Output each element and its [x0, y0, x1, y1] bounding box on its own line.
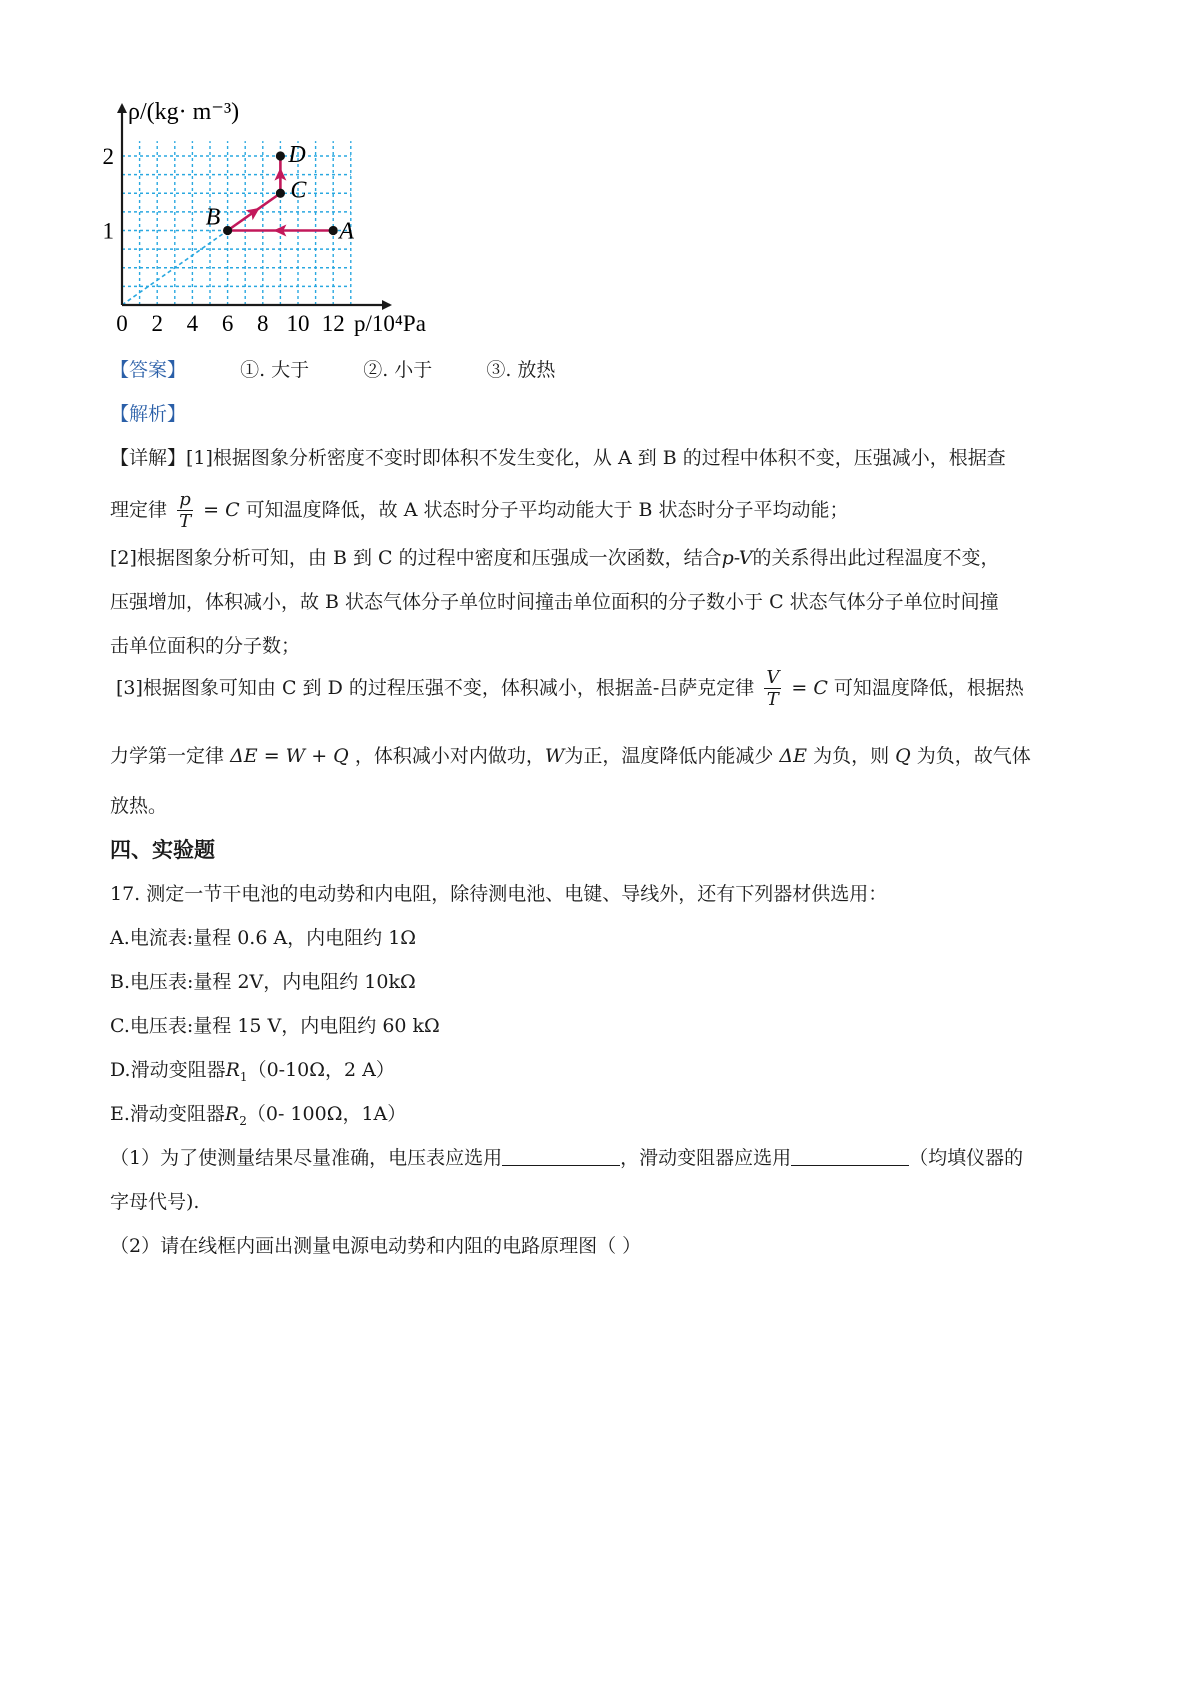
answer-item-3: ③. 放热 — [486, 359, 556, 381]
answer-line — [110, 356, 555, 384]
detail-line-6 — [116, 666, 1024, 711]
text: D.滑动变阻器 — [110, 1059, 226, 1081]
state-label-A: A — [339, 218, 354, 245]
y-tick-label: 1 — [102, 218, 114, 244]
x-tick-label: 10 — [286, 311, 310, 336]
subscript: 2 — [239, 1113, 247, 1128]
variable: Q — [895, 745, 911, 767]
state-label-B: B — [205, 204, 221, 231]
text: 为负，故气体 — [916, 745, 1031, 767]
answer-blank-rheostat[interactable] — [791, 1145, 909, 1166]
equation: = C — [791, 677, 828, 699]
state-point-D — [276, 151, 285, 160]
answer-blank-voltmeter[interactable] — [502, 1145, 620, 1166]
y-axis-label: ρ/(kg· m⁻³) — [128, 99, 240, 125]
option-b: B.电压表:量程 2V，内电阻约 10kΩ — [110, 971, 416, 993]
question-part-1 — [110, 1144, 1023, 1172]
text: 理定律 — [110, 499, 168, 521]
extrapolation-dashed-line — [122, 231, 228, 306]
fraction-V-over-T — [764, 668, 781, 711]
text: ，体积减小对内做功， — [354, 745, 545, 767]
text: [3]根据图象可知由 C 到 D 的过程压强不变，体积减小，根据盖-吕萨克定律 — [116, 677, 755, 699]
state-label-D: D — [288, 142, 306, 168]
state-point-B — [223, 226, 232, 235]
detail-line-4: 压强增加，体积减小，故 B 状态气体分子单位时间撞击单位面积的分子数小于 C 状态气体分子单位时间撞 — [110, 591, 999, 613]
subscript: 1 — [239, 1069, 248, 1084]
state-point-A — [329, 226, 338, 235]
detail-line-5: 击单位面积的分子数； — [110, 635, 301, 657]
answer-item-2: ②. 小于 — [363, 359, 433, 381]
text: 的关系得出此过程温度不变， — [752, 547, 1000, 569]
text: 可知温度降低，故 A 状态时分子平均动能大于 B 状态时分子平均动能； — [245, 499, 849, 521]
text: [2]根据图象分析可知，由 B 到 C 的过程中密度和压强成一次函数，结合 — [110, 547, 722, 569]
detail-line-8: 放热。 — [110, 795, 168, 817]
state-label-C: C — [290, 177, 307, 204]
option-a: A.电流表:量程 0.6 A，内电阻约 1Ω — [110, 927, 417, 949]
text: （0- 100Ω，1A） — [246, 1103, 407, 1125]
variable: ΔE — [779, 745, 808, 767]
question-part-1-cont: 字母代号). — [110, 1191, 200, 1213]
text: 力学第一定律 — [110, 745, 225, 767]
text: （0-10Ω，2 A） — [247, 1059, 395, 1081]
option-e — [110, 1100, 406, 1135]
variable: R — [225, 1059, 240, 1081]
variable: R — [224, 1103, 240, 1125]
answer-tag: 【答案】 — [110, 359, 187, 381]
text: 为正，温度降低内能减少 — [564, 745, 774, 767]
detail-line-7 — [110, 742, 1031, 770]
detail-line-2 — [110, 488, 849, 533]
text: （1）为了使测量结果尽量准确，电压表应选用 — [110, 1147, 503, 1169]
x-tick-label: 2 — [151, 311, 163, 336]
x-axis-label: p/10⁴Pa — [354, 311, 426, 336]
question-part-2: （2）请在线框内画出测量电源电动势和内阻的电路原理图（ ） — [110, 1235, 642, 1257]
fraction-p-over-T — [177, 490, 193, 533]
section-heading: 四、实验题 — [110, 837, 215, 862]
fraction-denominator: T — [179, 510, 192, 532]
x-tick-label: 0 — [116, 311, 128, 336]
variable: W — [544, 745, 565, 767]
x-tick-label: 8 — [257, 311, 269, 336]
fraction-numerator: p — [177, 490, 193, 511]
text: E.滑动变阻器 — [110, 1103, 225, 1125]
detail-line-1: 【详解】[1]根据图象分析密度不变时即体积不发生变化，从 A 到 B 的过程中体积不变，压强减小，根据查 — [110, 447, 1006, 469]
equation: = C — [203, 499, 240, 521]
x-tick-label: 12 — [321, 311, 345, 336]
text: ，滑动变阻器应选用 — [620, 1147, 792, 1169]
answer-item-1: ①. 大于 — [240, 359, 310, 381]
rho-p-graph — [100, 85, 500, 375]
analysis-tag: 【解析】 — [110, 403, 187, 425]
text: 为负，则 — [813, 745, 890, 767]
text: （均填仪器的 — [909, 1147, 1024, 1169]
formula: ΔE = W + Q — [230, 745, 349, 767]
text: 可知温度降低，根据热 — [833, 677, 1024, 699]
question-stem: 17. 测定一节干电池的电动势和内电阻，除待测电池、电键、导线外，还有下列器材供选用： — [110, 883, 888, 905]
fraction-denominator: T — [766, 688, 779, 710]
option-d — [110, 1056, 395, 1091]
option-c: C.电压表:量程 15 V，内电阻约 60 kΩ — [110, 1015, 440, 1037]
detail-line-3 — [110, 544, 1000, 572]
fraction-numerator: V — [766, 666, 780, 688]
x-tick-label: 6 — [221, 311, 234, 336]
x-tick-label: 4 — [186, 311, 199, 336]
y-tick-label: 2 — [102, 144, 114, 169]
variable: p-V — [721, 547, 753, 569]
state-point-C — [276, 189, 285, 198]
